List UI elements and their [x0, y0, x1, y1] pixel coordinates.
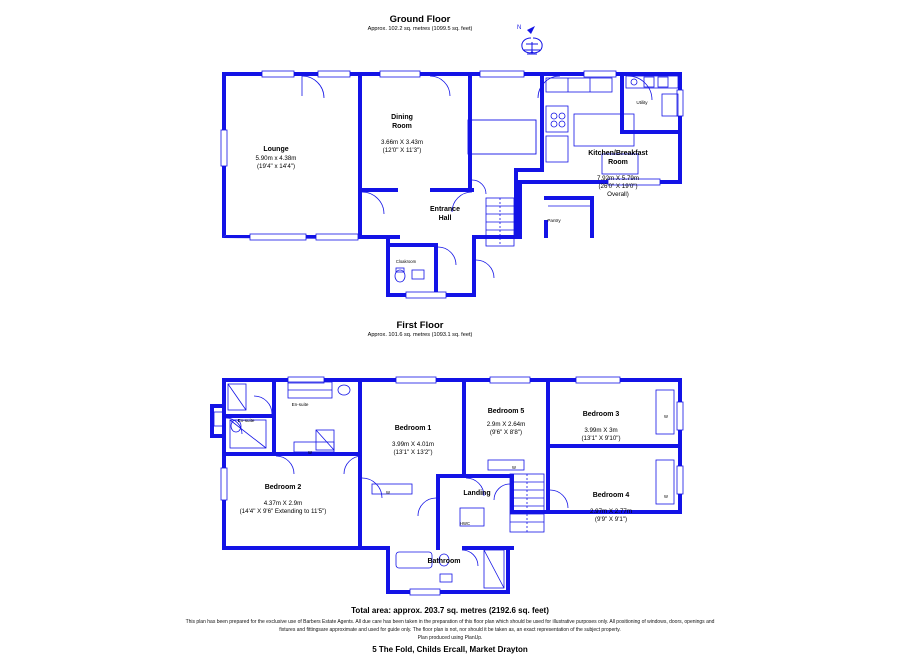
room-label-cloakroom [380, 259, 432, 264]
disclaimer-line-3: Plan produced using PlanUp. [417, 635, 483, 641]
bedroom1-dim-metric: 3.99m X 4.01m [392, 440, 434, 448]
room-label-bedroom-2 [228, 484, 338, 516]
dining-name-line2: Room [392, 122, 412, 130]
total-area-text: Total area: approx. 203.7 sq. metres (2192.6 sq. feet) [351, 606, 549, 615]
bedroom4-dim-imperial: (9'9" X 9'1") [594, 515, 628, 523]
room-label-utility [620, 100, 664, 106]
room-label-landing [442, 490, 512, 499]
ensuite2-name: En-suite [237, 418, 255, 423]
first-floor-subtitle: Approx. 101.6 sq. metres (1093.1 sq. feet) [367, 332, 473, 338]
entrance-hall-line1: Entrance [430, 206, 460, 213]
disclaimer-line-1: This plan has been prepared for the exclusive use of Barbers Estate Agents. All due care has been taken in the preparation of this floor plan which should be used for illustrative purposes only. All positioning of windows, doors, openings and [185, 619, 715, 625]
room-label-bedroom-5 [466, 408, 546, 437]
bathroom-name: Bathroom [427, 558, 461, 565]
wardrobe-label-1: W [308, 450, 312, 455]
bedroom3-name: Bedroom 3 [582, 411, 620, 418]
room-label-lounge [236, 146, 316, 171]
wardrobe-label-5: W [664, 494, 668, 499]
room-label-ensuite-2 [222, 418, 270, 424]
bedroom5-dim-metric: 2.9m X 2.64m [486, 420, 526, 428]
room-label-bedroom-1 [368, 425, 458, 457]
bedroom2-dim-metric: 4.37m X 2.9m [263, 499, 303, 507]
bedroom5-name: Bedroom 5 [487, 408, 525, 415]
bedroom1-dim-imperial: (13'1" X 13'2") [393, 448, 433, 456]
bedroom2-name: Bedroom 2 [264, 484, 302, 491]
pantry-name: Pantry [547, 218, 561, 223]
bedroom4-name: Bedroom 4 [592, 492, 630, 499]
lounge-name: Lounge [263, 146, 289, 153]
wardrobe-label-3: W [512, 465, 516, 470]
utility-name: Utility [636, 100, 648, 105]
room-label-entrance-hall [410, 206, 480, 224]
bedroom4-dim-metric: 2.97m X 2.77m [590, 507, 632, 515]
room-label-dining [362, 114, 442, 155]
ensuite1-name: En-suite [291, 402, 309, 407]
disclaimer-line-2: fixtures and fittingsare approximate and used for guide only. The floor plan is not, nor should it be taken as, an exact representation of the subject property. [279, 627, 621, 633]
room-label-bedroom-3 [556, 411, 646, 443]
compass-north-label: N [517, 25, 522, 31]
entrance-hall-line2: Hall [438, 214, 452, 222]
dining-dim-imperial: (12'0" X 11'3") [382, 146, 422, 154]
dining-dim-metric: 3.66m X 3.43m [381, 138, 423, 146]
kitchen-dim-imperial: (26'0" X 19'0") [598, 182, 638, 190]
lounge-dim-imperial: (19'4" x 14'4") [256, 162, 296, 170]
room-label-kitchen [558, 150, 678, 199]
bedroom3-dim-metric: 3.99m X 3m [584, 426, 618, 434]
room-label-bedroom-4 [566, 492, 656, 524]
bedroom1-name: Bedroom 1 [394, 425, 432, 432]
cloakroom-name: Cloakroom [395, 259, 417, 264]
kitchen-name-line1: Kitchen/Breakfast [588, 150, 648, 157]
compass-icon [505, 20, 553, 62]
bedroom3-dim-imperial: (13'1" X 9'10") [581, 434, 621, 442]
kitchen-dim-note: Overall) [607, 190, 629, 198]
landing-name: Landing [463, 490, 491, 497]
wardrobe-label-4: W [664, 414, 668, 419]
ground-floor-title: Ground Floor [389, 14, 451, 25]
kitchen-name-line2: Room [608, 158, 628, 166]
room-label-ensuite-1 [270, 402, 330, 408]
room-label-pantry [531, 218, 577, 224]
kitchen-dim-metric: 7.92m X 5.79m [597, 174, 639, 182]
wardrobe-label-2: W [386, 490, 390, 495]
ground-floor-subtitle: Approx. 102.2 sq. metres (1099.5 sq. feet) [367, 26, 473, 32]
bedroom5-dim-imperial: (9'6" X 8'8") [489, 428, 523, 436]
first-floor-title: First Floor [396, 320, 444, 331]
lounge-dim-metric: 5.90m x 4.38m [255, 154, 297, 162]
hwc-label: HWC [459, 521, 470, 526]
dining-name-line1: Dining [391, 114, 413, 121]
bedroom2-dim-imperial: (14'4" X 9'6" Extending to 11'5") [239, 507, 327, 515]
room-label-bathroom [404, 558, 484, 567]
property-address: 5 The Fold, Childs Ercall, Market Drayton [372, 645, 528, 654]
